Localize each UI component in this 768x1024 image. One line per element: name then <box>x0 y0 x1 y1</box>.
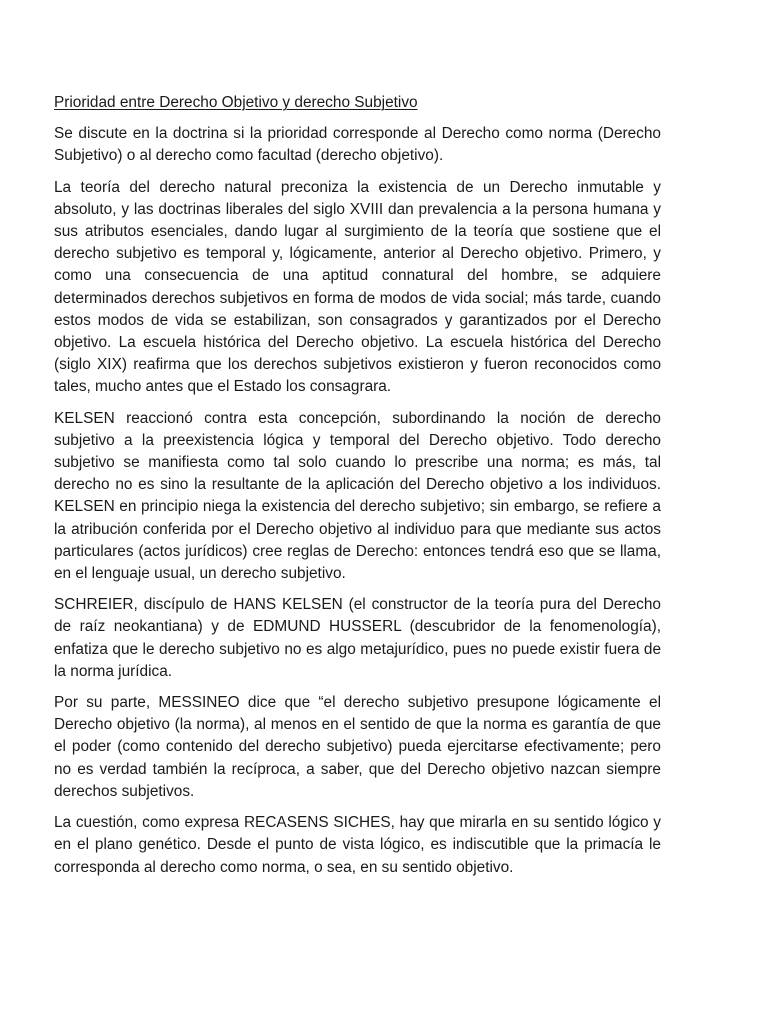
paragraph-2: La teoría del derecho natural preconiza la existencia de un Derecho inmutable y absoluto, y las doctrinas liberales del siglo XVIII dan prevalencia a la persona humana y sus atributos esenciales, dando lugar al surgimiento de la teoría que sostiene que el derecho subjetivo es temporal y, lógicamente, anterior al Derecho objetivo. Primero, y como una consecuencia de una aptitud connatural del hombre, se adquiere determinados derechos subjetivos en forma de modos de vida social; más tarde, cuando estos modos de vida se estabilizan, son consagrados y garantizados por el Derecho objetivo. La escuela histórica del Derecho objetivo. La escuela histórica del Derecho (siglo XIX) reafirma que los derechos subjetivos existieron y fueron reconocidos como tales, mucho antes que el Estado los consagrara. <box>54 178 661 396</box>
paragraph-6: La cuestión, como expresa RECASENS SICHES, hay que mirarla en su sentido lógico y en el plano genético. Desde el punto de vista lógico, es indiscutible que la primacía le corresponda al derecho como norma, o sea, en su sentido objetivo. <box>54 814 661 876</box>
paragraph-4: SCHREIER, discípulo de HANS KELSEN (el constructor de la teoría pura del Derecho de raíz neokantiana) y de EDMUND HUSSERL (descubridor de la fenomenología), enfatiza que le derecho subjetivo no es algo metajurídico, pues no puede existir fuera de la norma jurídica. <box>54 596 661 680</box>
document-page <box>54 92 661 888</box>
paragraph-5: Por su parte, MESSINEO dice que “el derecho subjetivo presupone lógicamente el Derecho objetivo (la norma), al menos en el sentido de que la norma es garantía de que el poder (como contenido del derecho subjetivo) pueda ejercitarse efectivamente; pero no es verdad también la recíproca, a saber, que del Derecho objetivo nazcan siempre derechos subjetivos. <box>54 694 661 800</box>
document-title: Prioridad entre Derecho Objetivo y derecho Subjetivo <box>54 94 418 111</box>
paragraph-1: Se discute en la doctrina si la prioridad corresponde al Derecho como norma (Derecho Subjetivo) o al derecho como facultad (derecho objetivo). <box>54 125 661 165</box>
paragraph-3: KELSEN reaccionó contra esta concepción, subordinando la noción de derecho subjetivo a la preexistencia lógica y temporal del Derecho objetivo. Todo derecho subjetivo se manifiesta como tal solo cuando lo prescribe una norma; es más, tal derecho no es sino la resultante de la aplicación del Derecho objetivo a los individuos. KELSEN en principio niega la existencia del derecho subjetivo; sin embargo, se refiere a la atribución conferida por el Derecho objetivo al individuo para que mediante sus actos particulares (actos jurídicos) cree reglas de Derecho: entonces tendrá eso que se llama, en el lenguaje usual, un derecho subjetivo. <box>54 409 661 583</box>
